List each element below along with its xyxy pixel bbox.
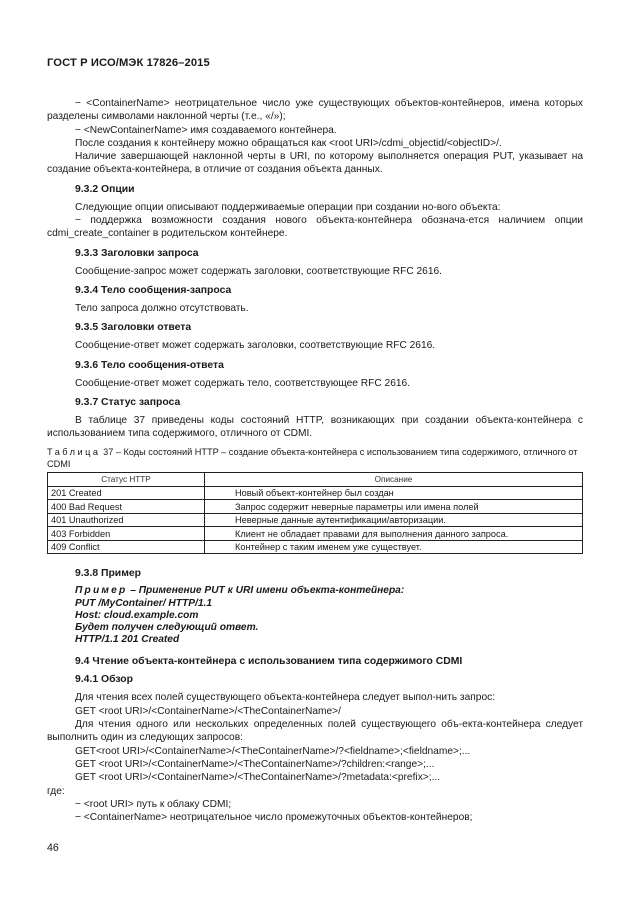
table-row (48, 527, 583, 541)
example-request-line: PUT /MyContainer/ HTTP/1.1 (75, 597, 212, 609)
example-intro-text: – Применение PUT к URI имени объекта-контейнера: (127, 585, 405, 597)
example-intro (47, 585, 583, 597)
code-get-fieldnames: GET<root URI>/<ContainerName>/<TheContainerName>/?<fieldname>;<fieldname>;... (75, 745, 471, 757)
code-get-metadata: GET <root URI>/<ContainerName>/<TheContainerName>/?metadata:<prefix>;... (75, 772, 441, 784)
column-header-status: Статус HTTP (48, 473, 205, 487)
code-get-children: GET <root URI>/<ContainerName>/<TheContainerName>/?children:<range>;... (75, 758, 435, 770)
code-get-all-fields: GET <root URI>/<ContainerName>/<TheContainerName>/ (75, 705, 341, 717)
table-caption-text: 37 – Коды состояний HTTP – создание объекта-контейнера с использованием типа содержимого, отличного от CDMI (47, 447, 578, 470)
section-9-3-3-text: Сообщение-запрос может содержать заголовки, соответствующие RFC 2616. (75, 265, 443, 277)
example-host-line: Host: cloud.example.com (75, 609, 199, 621)
status-cell: 409 Conflict (48, 540, 205, 554)
section-9-3-4-text: Тело запроса должно отсутствовать. (75, 302, 249, 314)
status-codes-table (47, 472, 583, 554)
section-9-3-4-title: 9.3.4 Тело сообщения-запроса (75, 284, 232, 296)
page-number: 46 (47, 842, 59, 854)
description-cell: Неверные данные аутентификации/авторизации. (205, 513, 583, 527)
status-cell: 401 Unauthorized (48, 513, 205, 527)
table-row (48, 540, 583, 554)
section-9-4-1-text-2: Для чтения одного или нескольких определенных полей существующего объ-екта-контейнера следует выполнить один из следующих запросов: (47, 719, 583, 744)
table-caption (47, 446, 583, 470)
objectid-access-note: После создания к контейнеру можно обращаться как <root URI>/cdmi_objectid/<objectID>/. (75, 137, 502, 149)
container-name-definition: − <ContainerName> неотрицательное число уже существующих объектов-контейнеров, имена которых разделены символами наклонной черты (т.е., «/»); (47, 98, 583, 123)
section-9-3-6-title: 9.3.6 Тело сообщения-ответа (75, 359, 224, 371)
section-9-3-2-option: − поддержка возможности создания нового объекта-контейнера обознача-ется наличием опции cdmi_create_container в родительском контейнере. (47, 215, 583, 240)
section-9-3-5-title: 9.3.5 Заголовки ответа (75, 322, 192, 334)
document-header: ГОСТ Р ИСО/МЭК 17826–2015 (47, 57, 210, 69)
section-9-4-1-title: 9.4.1 Обзор (75, 674, 133, 686)
table-row (48, 500, 583, 514)
trailing-slash-note: Наличие завершающей наклонной черты в URI, по которому выполняется операция PUT, указывает на создание объекта-контейнера, в отличие от создания объекта данных. (47, 151, 583, 176)
status-cell: 403 Forbidden (48, 527, 205, 541)
table-caption-word: Таблица (47, 447, 101, 458)
where-label: где: (47, 785, 65, 797)
section-9-3-3-title: 9.3.3 Заголовки запроса (75, 247, 199, 259)
description-cell: Новый объект-контейнер был создан (205, 486, 583, 500)
section-9-3-6-text: Сообщение-ответ может содержать тело, соответствующее RFC 2616. (75, 377, 411, 389)
example-word: Пример (75, 585, 128, 597)
container-name-definition-2: − <ContainerName> неотрицательное число промежуточных объектов-контейнеров; (75, 812, 473, 824)
table-row (48, 513, 583, 527)
section-9-3-2-title: 9.3.2 Опции (75, 183, 135, 195)
section-9-3-8-title: 9.3.8 Пример (75, 568, 142, 580)
description-cell: Запрос содержит неверные параметры или имена полей (205, 500, 583, 514)
section-9-3-5-text: Сообщение-ответ может содержать заголовки, соответствующие RFC 2616. (75, 340, 436, 352)
section-9-4-1-text-1: Для чтения всех полей существующего объекта-контейнера следует выпол-нить запрос: (75, 692, 496, 704)
example-response-note: Будет получен следующий ответ. (75, 622, 259, 634)
section-9-3-2-text: Следующие опции описывают поддерживаемые операции при создании но-вого объекта: (75, 201, 501, 213)
example-response-line: HTTP/1.1 201 Created (75, 634, 180, 646)
status-cell: 400 Bad Request (48, 500, 205, 514)
status-cell: 201 Created (48, 486, 205, 500)
section-9-3-7-text: В таблице 37 приведены коды состояний HTTP, возникающих при создании объекта-контейнера с использованием типа содержимого, отличного от CDMI. (47, 414, 583, 440)
column-header-description: Описание (205, 473, 583, 487)
description-cell: Контейнер с таким именем уже существует. (205, 540, 583, 554)
section-9-3-7-title: 9.3.7 Статус запроса (75, 396, 181, 408)
root-uri-definition: − <root URI> путь к облаку CDMI; (75, 798, 232, 810)
table-header-row (48, 473, 583, 487)
section-9-4-title: 9.4 Чтение объекта-контейнера с использованием типа содержимого CDMI (75, 656, 463, 668)
description-cell: Клиент не обладает правами для выполнения данного запроса. (205, 527, 583, 541)
document-page (47, 57, 583, 824)
table-row (48, 486, 583, 500)
new-container-name-definition: − <NewContainerName> имя создаваемого контейнера. (75, 124, 337, 136)
